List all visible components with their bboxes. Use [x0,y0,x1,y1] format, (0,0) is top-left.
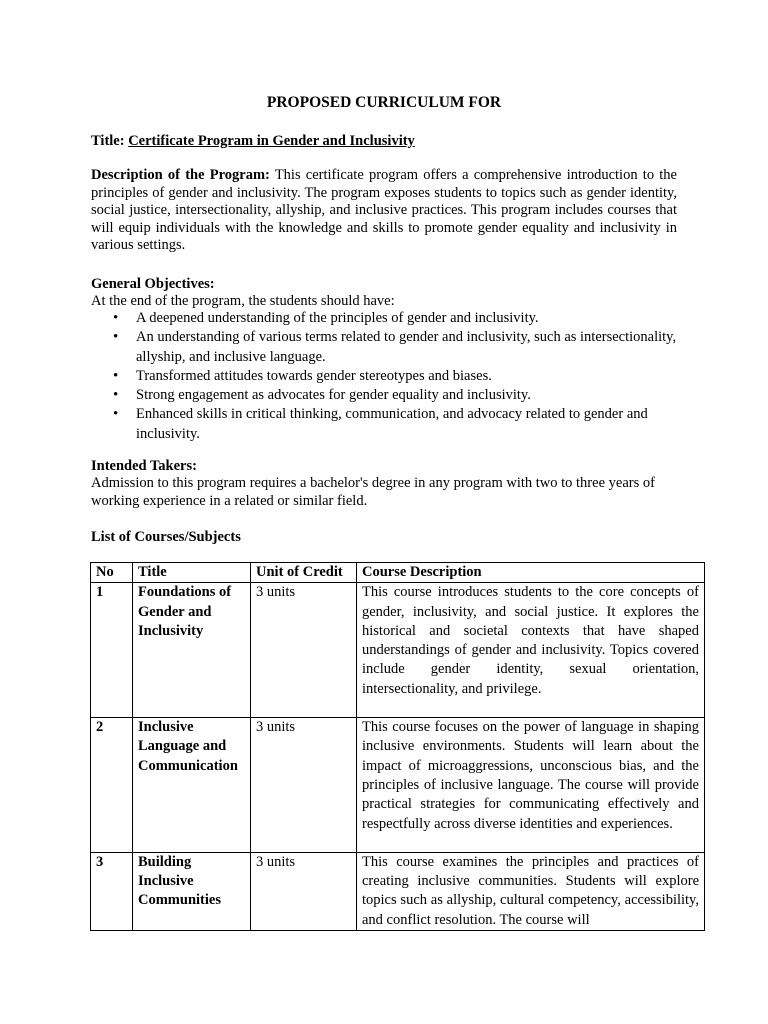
program-description [91,167,677,255]
course-description: This course focuses on the power of language in shaping inclusive environments. Students will learn about the impact of microaggressions, unconscious bias, and the principles of inclusive language. The course will provide practical strategies for communicating effectively and respectfully across diverse identities and experiences. [357,718,705,853]
objectives-intro: At the end of the program, the students should have: [91,293,395,309]
course-units: 3 units [251,718,357,853]
objectives-list [91,309,681,444]
header-description: Course Description [357,563,705,583]
objectives-heading: General Objectives: [91,276,215,292]
course-title: Inclusive Language and Communication [133,718,251,853]
course-units: 3 units [251,852,357,930]
header-title: Title [133,563,251,583]
description-label: Description of the Program: [91,167,270,183]
takers-text: Admission to this program requires a bachelor's degree in any program with two to three years of working experience in a related or similar field. [91,475,655,509]
description-text: This certificate program offers a comprehensive introduction to the principles of gender and inclusivity. The program exposes students to topics such as gender identity, social justice, intersectionality, allyship, and inclusive practices. This program includes courses that will equip individuals with the knowledge and skills to promote gender equality and inclusivity in various settings. [91,167,677,253]
course-title: Foundations of Gender and Inclusivity [133,583,251,718]
program-title-line [91,132,415,150]
title-label: Title: [91,133,125,149]
header-no: No [91,563,133,583]
table-row [91,583,705,718]
list-item: • Enhanced skills in critical thinking, communication, and advocacy related to gender and inclusivity. [91,405,681,444]
course-description: This course introduces students to the core concepts of gender, inclusivity, and social justice. It explores the historical and societal contexts that have shaped understandings of gender and inclusivity. Topics covered include gender identity, sexual orientation, intersectionality, and privilege. [357,583,705,718]
course-description: This course examines the principles and practices of creating inclusive communities. Students will explore topics such as allyship, cultural competency, accessibility, and conflict resolution. The course will [357,852,705,930]
table-row [91,718,705,853]
course-units: 3 units [251,583,357,718]
page-heading: PROPOSED CURRICULUM FOR [266,94,502,111]
courses-heading: List of Courses/Subjects [91,529,241,545]
header-units: Unit of Credit [251,563,357,583]
takers-heading: Intended Takers: [91,458,197,474]
courses-table [90,562,705,931]
course-no: 1 [91,583,133,718]
course-title: Building Inclusive Communities [133,852,251,930]
list-item: • An understanding of various terms related to gender and inclusivity, such as intersectionality, allyship, and inclusive language. [91,328,681,367]
program-title: Certificate Program in Gender and Inclusivity [128,133,415,149]
course-no: 3 [91,852,133,930]
list-item: • Strong engagement as advocates for gender equality and inclusivity. [91,386,681,405]
table-row [91,852,705,930]
table-header-row [91,563,705,583]
course-no: 2 [91,718,133,853]
list-item: • A deepened understanding of the principles of gender and inclusivity. [91,309,681,328]
list-item: • Transformed attitudes towards gender stereotypes and biases. [91,367,681,386]
